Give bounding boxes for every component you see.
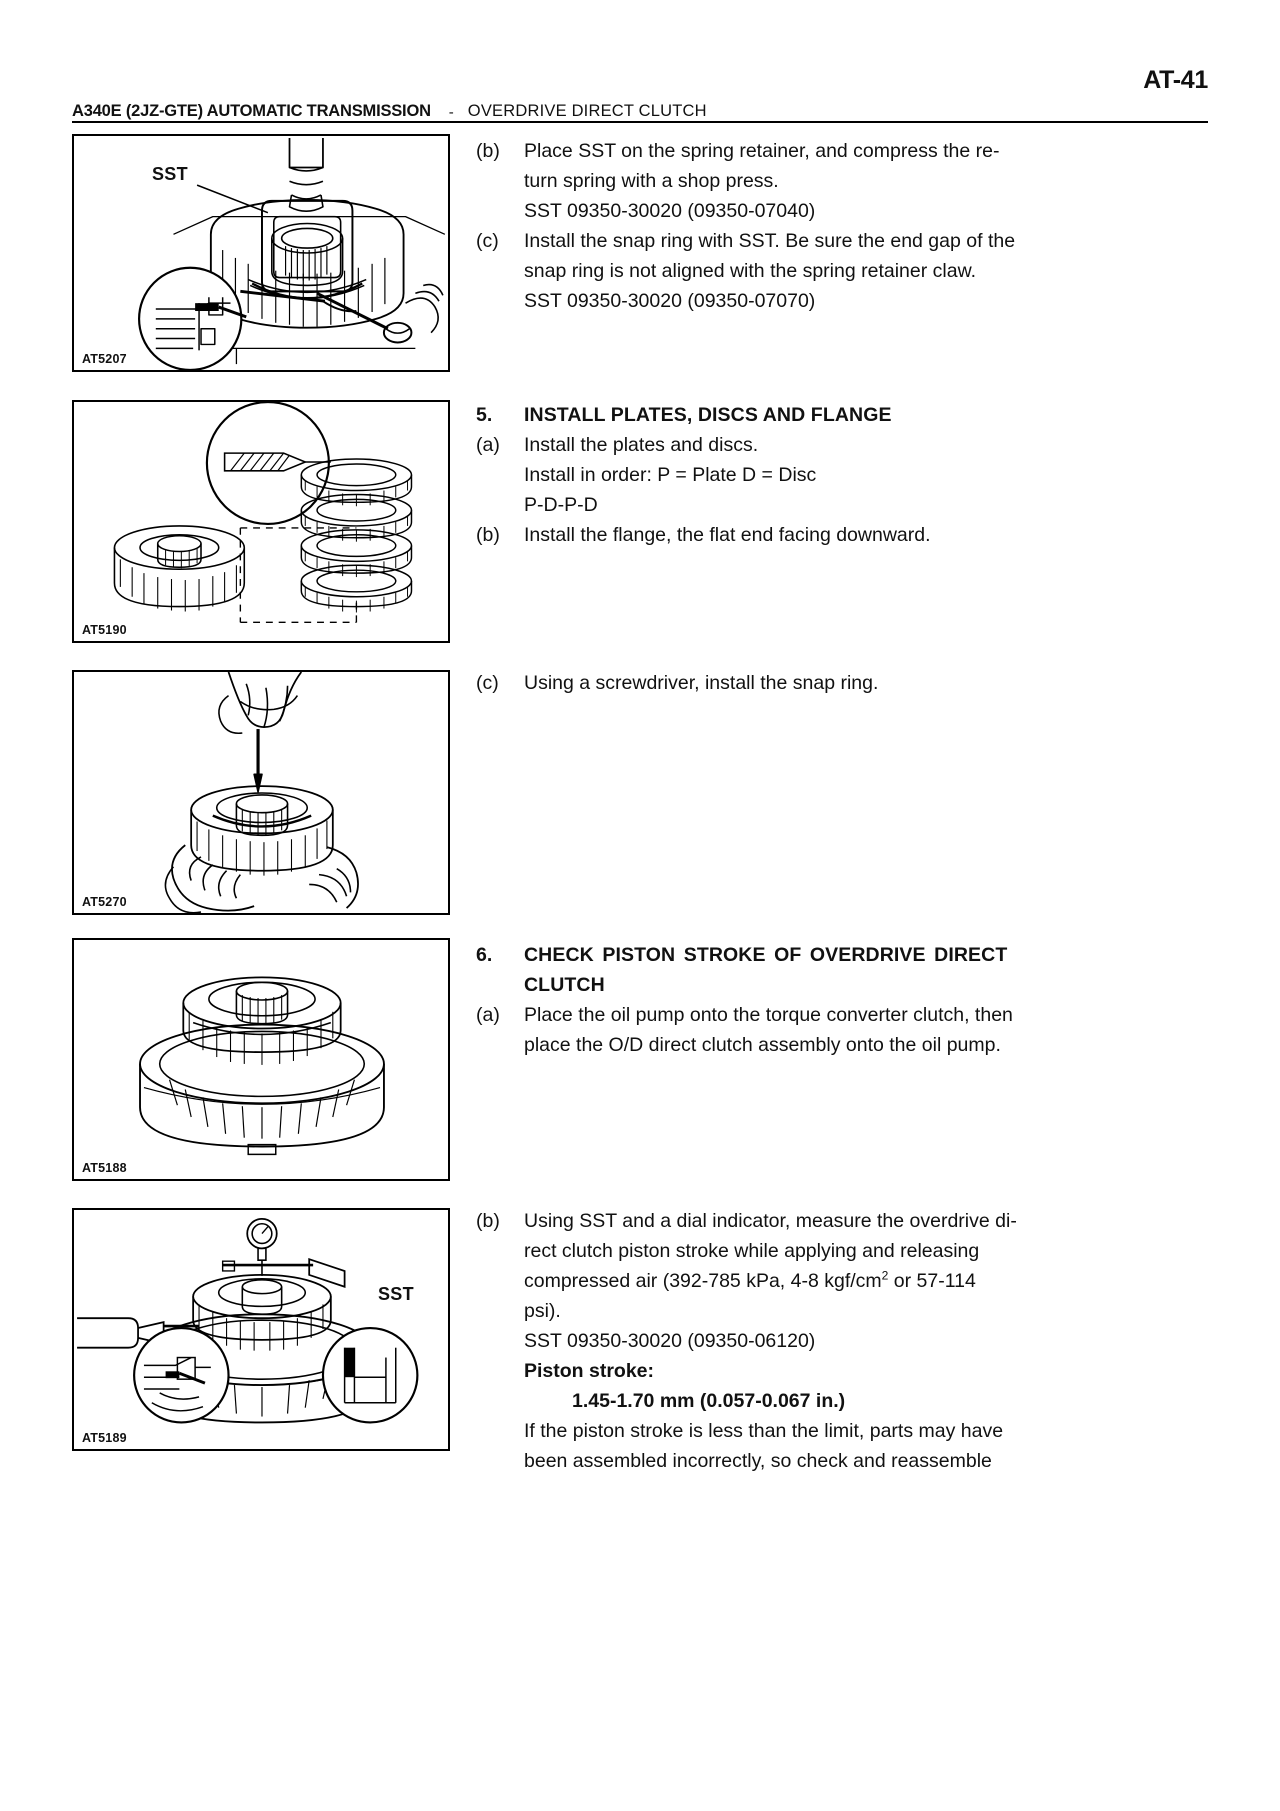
figure-at5188 — [72, 938, 450, 1181]
figure-code: AT5207 — [82, 352, 127, 366]
step-text-line-2: turn spring with a shop press. — [524, 170, 779, 192]
section-number: 6. — [476, 944, 493, 966]
step-text-line-1: Using SST and a dial indicator, measure the overdrive di- — [524, 1210, 1017, 1232]
sst-number-1: SST 09350-30020 (09350-07040) — [524, 200, 816, 222]
psi-range: or 57-114 — [888, 1270, 976, 1292]
step-marker: (c) — [476, 230, 499, 252]
page-header — [72, 95, 1208, 121]
step-text: Install the flange, the flat end facing downward. — [524, 524, 931, 546]
step-text-line-2: rect clutch piston stroke while applying and releasing — [524, 1240, 980, 1262]
figure-at5188-drawing — [74, 940, 448, 1179]
figure-at5207-drawing — [74, 136, 448, 370]
header-title: A340E (2JZ-GTE) AUTOMATIC TRANSMISSION — [72, 102, 431, 120]
section-heading-line-1: CHECK PISTON STROKE OF OVERDRIVE DIRECT — [524, 944, 1008, 966]
figure-at5189-sst-label: SST — [378, 1284, 414, 1304]
text-step-b-measure-stroke — [476, 1206, 1038, 1476]
text-section-5 — [476, 400, 1038, 550]
figure-at5270 — [72, 670, 450, 915]
piston-stroke-label: Piston stroke: — [524, 1360, 655, 1382]
figure-at5207-sst-label: SST — [152, 164, 188, 184]
figure-at5270-drawing — [74, 672, 448, 913]
page-number: AT-41 — [1143, 66, 1208, 94]
step-text-line-1: Place the oil pump onto the torque converter clutch, then — [524, 1004, 1013, 1026]
sst-number-3: SST 09350-30020 (09350-06120) — [524, 1330, 816, 1352]
step-text-line-1: Install the snap ring with SST. Be sure the end gap of the — [524, 230, 1016, 252]
step-marker: (b) — [476, 1210, 500, 1232]
text-step-c-screwdriver — [476, 668, 1038, 698]
figure-at5189 — [72, 1208, 450, 1451]
figure-at5207 — [72, 134, 450, 372]
figure-at5189-drawing — [74, 1210, 448, 1449]
figure-at5190-drawing — [74, 402, 448, 641]
step-marker: (b) — [476, 524, 500, 546]
figure-at5190 — [72, 400, 450, 643]
figure-code: AT5270 — [82, 895, 127, 909]
unit-superscript: 2 — [881, 1268, 889, 1283]
step-text-line-4: psi). — [524, 1300, 561, 1322]
install-order-sequence: P-D-P-D — [524, 494, 598, 516]
section-number: 5. — [476, 404, 493, 426]
piston-stroke-value: 1.45-1.70 mm (0.057-0.067 in.) — [572, 1390, 846, 1412]
text-step-b-place-sst — [476, 136, 1038, 316]
step-marker: (b) — [476, 140, 500, 162]
step-marker: (c) — [476, 672, 499, 694]
sst-number-2: SST 09350-30020 (09350-07070) — [524, 290, 816, 312]
text-section-6 — [476, 940, 1038, 1060]
step-marker: (a) — [476, 434, 500, 456]
header-separator: - — [448, 104, 454, 121]
step-text: Install the plates and discs. — [524, 434, 759, 456]
section-heading-line-2: CLUTCH — [524, 974, 605, 996]
note-line-2: been assembled incorrectly, so check and reassemble — [524, 1450, 992, 1472]
section-heading: INSTALL PLATES, DISCS AND FLANGE — [524, 404, 892, 426]
figure-code: AT5190 — [82, 623, 127, 637]
note-line-1: If the piston stroke is less than the limit, parts may have — [524, 1420, 1004, 1442]
step-text: Using a screwdriver, install the snap ring. — [524, 672, 879, 694]
step-text-line-3 — [524, 1266, 1038, 1296]
step-marker: (a) — [476, 1004, 500, 1026]
header-subtitle: OVERDRIVE DIRECT CLUTCH — [467, 102, 707, 120]
header-divider — [72, 121, 1208, 123]
figure-code: AT5188 — [82, 1161, 127, 1175]
step-text-line-2: snap ring is not aligned with the spring retainer claw. — [524, 260, 977, 282]
figure-code: AT5189 — [82, 1431, 127, 1445]
step-text-line-1: Place SST on the spring retainer, and compress the re- — [524, 140, 1000, 162]
step-text-line-2: place the O/D direct clutch assembly onto the oil pump. — [524, 1034, 1001, 1056]
pressure-spec: compressed air (392-785 kPa, 4-8 kgf/cm — [524, 1270, 882, 1292]
install-order-line: Install in order: P = Plate D = Disc — [524, 464, 817, 486]
